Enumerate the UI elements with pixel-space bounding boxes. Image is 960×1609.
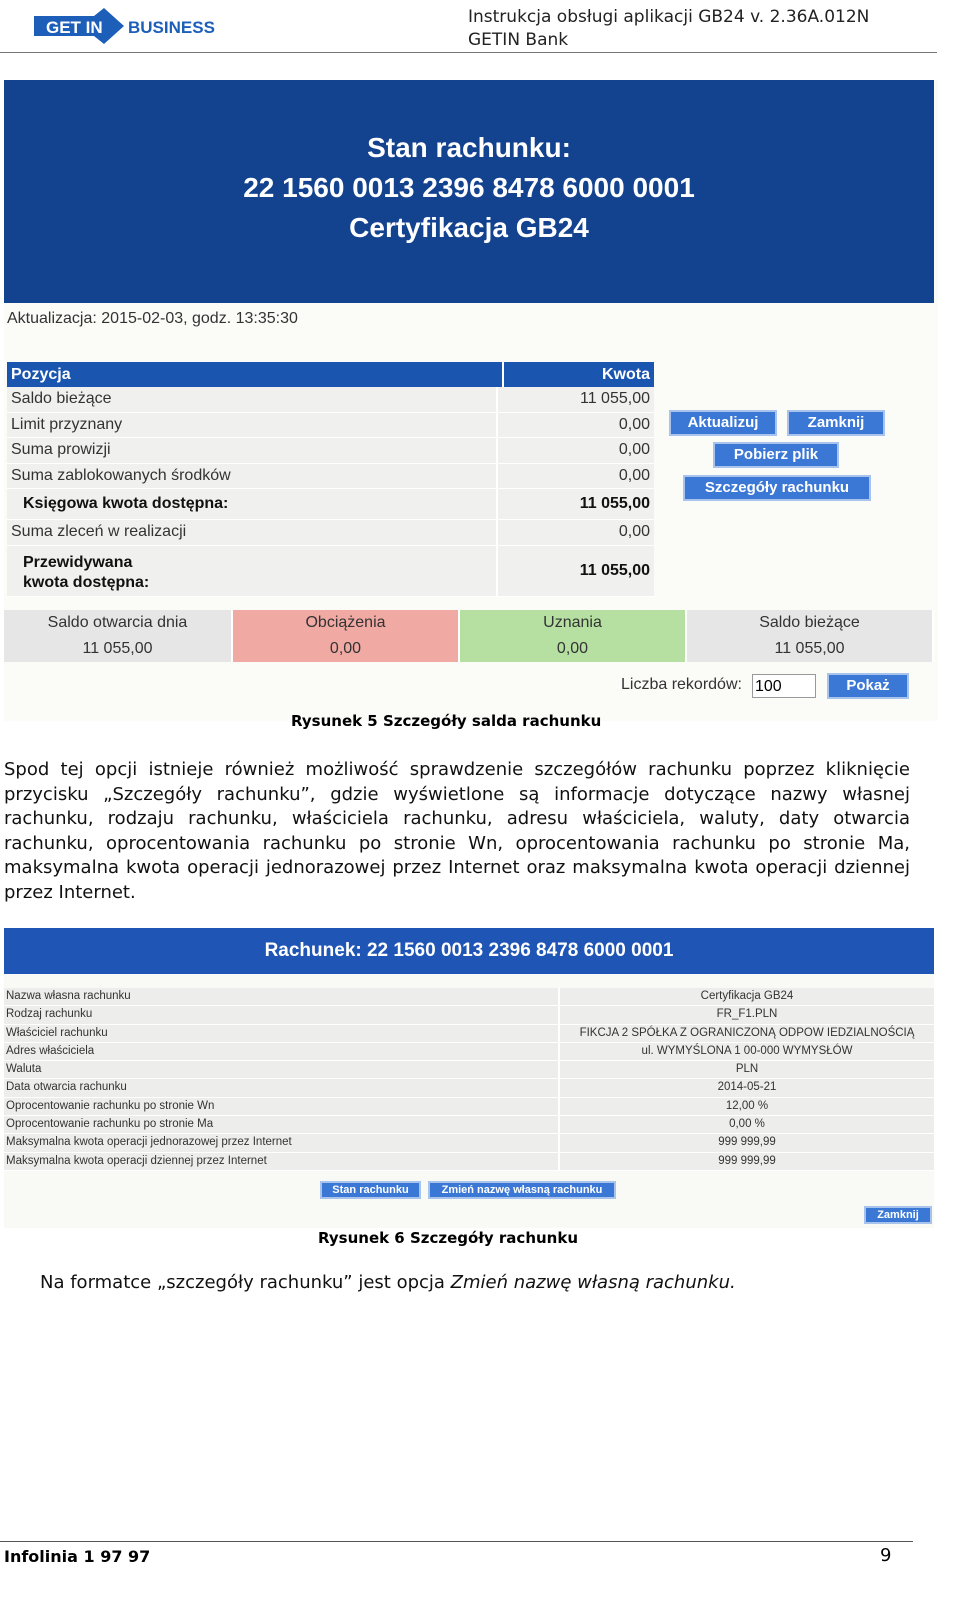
row-spacer [153, 546, 498, 596]
summary-header-row [4, 610, 934, 636]
close-button[interactable]: Zamknij [864, 1206, 932, 1224]
document-header [0, 0, 937, 53]
table-row [4, 1134, 934, 1152]
balance-banner-title: Stan rachunku: [367, 132, 571, 163]
table-row [7, 520, 654, 546]
document-title-line1: Instrukcja obsługi aplikacji GB24 v. 2.36A.012N [468, 7, 870, 27]
summary-value-row [4, 636, 934, 662]
summary-debits: 0,00 [233, 636, 460, 662]
turnover-summary-table [4, 610, 934, 662]
table-row [4, 1079, 934, 1097]
row-label: Rodzaj rachunku [4, 1006, 560, 1023]
body-paragraph-2 [40, 1272, 736, 1293]
row-label: Nazwa własna rachunku [4, 988, 560, 1005]
table-header [7, 362, 654, 387]
summary-header-current-balance: Saldo bieżące [687, 610, 934, 636]
row-value: PLN [735, 1063, 759, 1076]
footer-divider [0, 1541, 913, 1542]
row-label: Limit przyznany [7, 413, 498, 438]
row-label: Przewidywana kwota dostępna: [23, 553, 150, 591]
row-label: Suma zablokowanych środków [7, 464, 498, 489]
close-button[interactable]: Zamknij [787, 410, 885, 436]
show-button[interactable]: Pokaż [827, 673, 909, 699]
row-value: 0,00 [618, 415, 650, 433]
row-label: Adres właściciela [4, 1043, 560, 1060]
table-row [7, 387, 654, 413]
row-value: 0,00 [618, 441, 650, 458]
row-value: 2014-05-21 [717, 1081, 777, 1094]
table-row [7, 489, 654, 520]
row-label: Maksymalna kwota operacji jednorazowej przez Internet [4, 1134, 560, 1151]
row-label: Saldo bieżące [7, 387, 498, 412]
row-label: Data otwarcia rachunku [4, 1079, 560, 1096]
summary-current-balance: 11 055,00 [687, 636, 934, 662]
page-number: 9 [880, 1545, 892, 1566]
row-value: 0,00 [618, 523, 650, 540]
figure5-caption: Rysunek 5 Szczegóły salda rachunku [291, 712, 602, 730]
row-label: Suma zleceń w realizacji [7, 520, 498, 545]
summary-opening-balance: 11 055,00 [4, 636, 233, 662]
balance-positions-table [7, 362, 654, 597]
table-row [7, 546, 654, 597]
figure-account-details [4, 928, 934, 1228]
row-label: Suma prowizji [7, 438, 498, 463]
row-value: 0,00 [618, 466, 650, 484]
balance-banner [4, 80, 934, 303]
footer-hotline: Infolinia 1 97 97 [4, 1547, 151, 1566]
table-row [7, 413, 654, 439]
svg-text:BUSINESS: BUSINESS [128, 18, 215, 37]
paragraph-italic-option: Zmień nazwę własną rachunku. [450, 1272, 736, 1293]
download-file-button[interactable]: Pobierz plik [713, 442, 839, 468]
row-value: 999 999,99 [718, 1154, 776, 1167]
row-value: FR_F1.PLN [716, 1008, 778, 1021]
getin-business-logo [32, 4, 242, 48]
balance-banner-account-number: 22 1560 0013 2396 8478 6000 0001 [243, 172, 695, 203]
row-value: 11 055,00 [580, 390, 650, 407]
document-title [468, 6, 869, 52]
row-value: 11 055,00 [579, 495, 650, 512]
account-details-table [4, 988, 934, 1171]
row-label: Oprocentowanie rachunku po stronie Ma [4, 1116, 560, 1133]
table-row [7, 464, 654, 490]
table-row [4, 1098, 934, 1116]
table-row [4, 1153, 934, 1171]
row-label: Maksymalna kwota operacji dziennej przez Internet [4, 1153, 560, 1170]
balance-banner-account-name: Certyfikacja GB24 [349, 212, 589, 243]
table-row [4, 1061, 934, 1079]
row-label: Księgowa kwota dostępna: [7, 489, 498, 519]
column-header-position: Pozycja [7, 362, 504, 387]
table-row [4, 1043, 934, 1061]
refresh-button[interactable]: Aktualizuj [669, 410, 777, 436]
row-value: FIKCJA 2 SPÓŁKA Z OGRANICZONĄ ODPOW IEDZIALNOŚCIĄ [579, 1026, 915, 1039]
figure-account-balance [4, 80, 938, 721]
row-label: Oprocentowanie rachunku po stronie Wn [4, 1098, 560, 1115]
summary-header-debits: Obciążenia [233, 610, 460, 636]
rename-account-button[interactable]: Zmień nazwę własną rachunku [428, 1181, 616, 1199]
row-value: 0,00 % [729, 1118, 765, 1131]
summary-header-opening-balance: Saldo otwarcia dnia [4, 610, 233, 636]
table-row [4, 1006, 934, 1024]
update-timestamp: Aktualizacja: 2015-02-03, godz. 13:35:30 [7, 310, 298, 327]
table-row [4, 988, 934, 1006]
column-header-amount: Kwota [602, 366, 650, 383]
row-value: 12,00 % [725, 1099, 769, 1112]
row-value: Certyfikacja GB24 [700, 990, 794, 1002]
document-title-line2: GETIN Bank [468, 30, 569, 50]
row-label: Właściciel rachunku [4, 1025, 560, 1042]
row-label: Waluta [4, 1061, 560, 1078]
paragraph-text: Na formatce „szczegóły rachunku” jest opcja [40, 1272, 451, 1293]
table-row [4, 1116, 934, 1134]
account-details-banner: Rachunek: 22 1560 0013 2396 8478 6000 0001 [4, 928, 934, 974]
summary-credits: 0,00 [460, 636, 687, 662]
svg-text:GET IN: GET IN [46, 18, 103, 37]
summary-header-credits: Uznania [460, 610, 687, 636]
table-row [7, 438, 654, 464]
table-row [4, 1025, 934, 1043]
account-details-button[interactable]: Szczegóły rachunku [683, 475, 871, 501]
records-count-label: Liczba rekordów: [621, 676, 742, 693]
figure6-caption: Rysunek 6 Szczegóły rachunku [318, 1229, 579, 1247]
row-value: 999 999,99 [718, 1136, 776, 1149]
account-state-button[interactable]: Stan rachunku [320, 1181, 421, 1199]
records-count-input[interactable]: 100 [752, 674, 816, 698]
body-paragraph: Spod tej opcji istnieje również możliwość sprawdzenie szczegółów rachunku poprzez kliknięcie przycisku „Szczegóły rachunku”, gdzie wyświetlone są informacje dotyczące nazwy własnej rachunku, rodzaju rachunku, właściciela rachunku, adresu właściciela, waluty, daty otwarcia rachunku, oprocentowania rachunku po stronie Wn, oprocentowania rachunku po stronie Ma, maksymalna kwota operacji jednorazowej przez Internet oraz maksymalna kwota operacji dziennej przez Internet. [4, 759, 910, 903]
row-value: ul. WYMYŚLONA 1 00-000 WYMYSŁÓW [641, 1044, 853, 1057]
row-value: 11 055,00 [579, 561, 650, 579]
